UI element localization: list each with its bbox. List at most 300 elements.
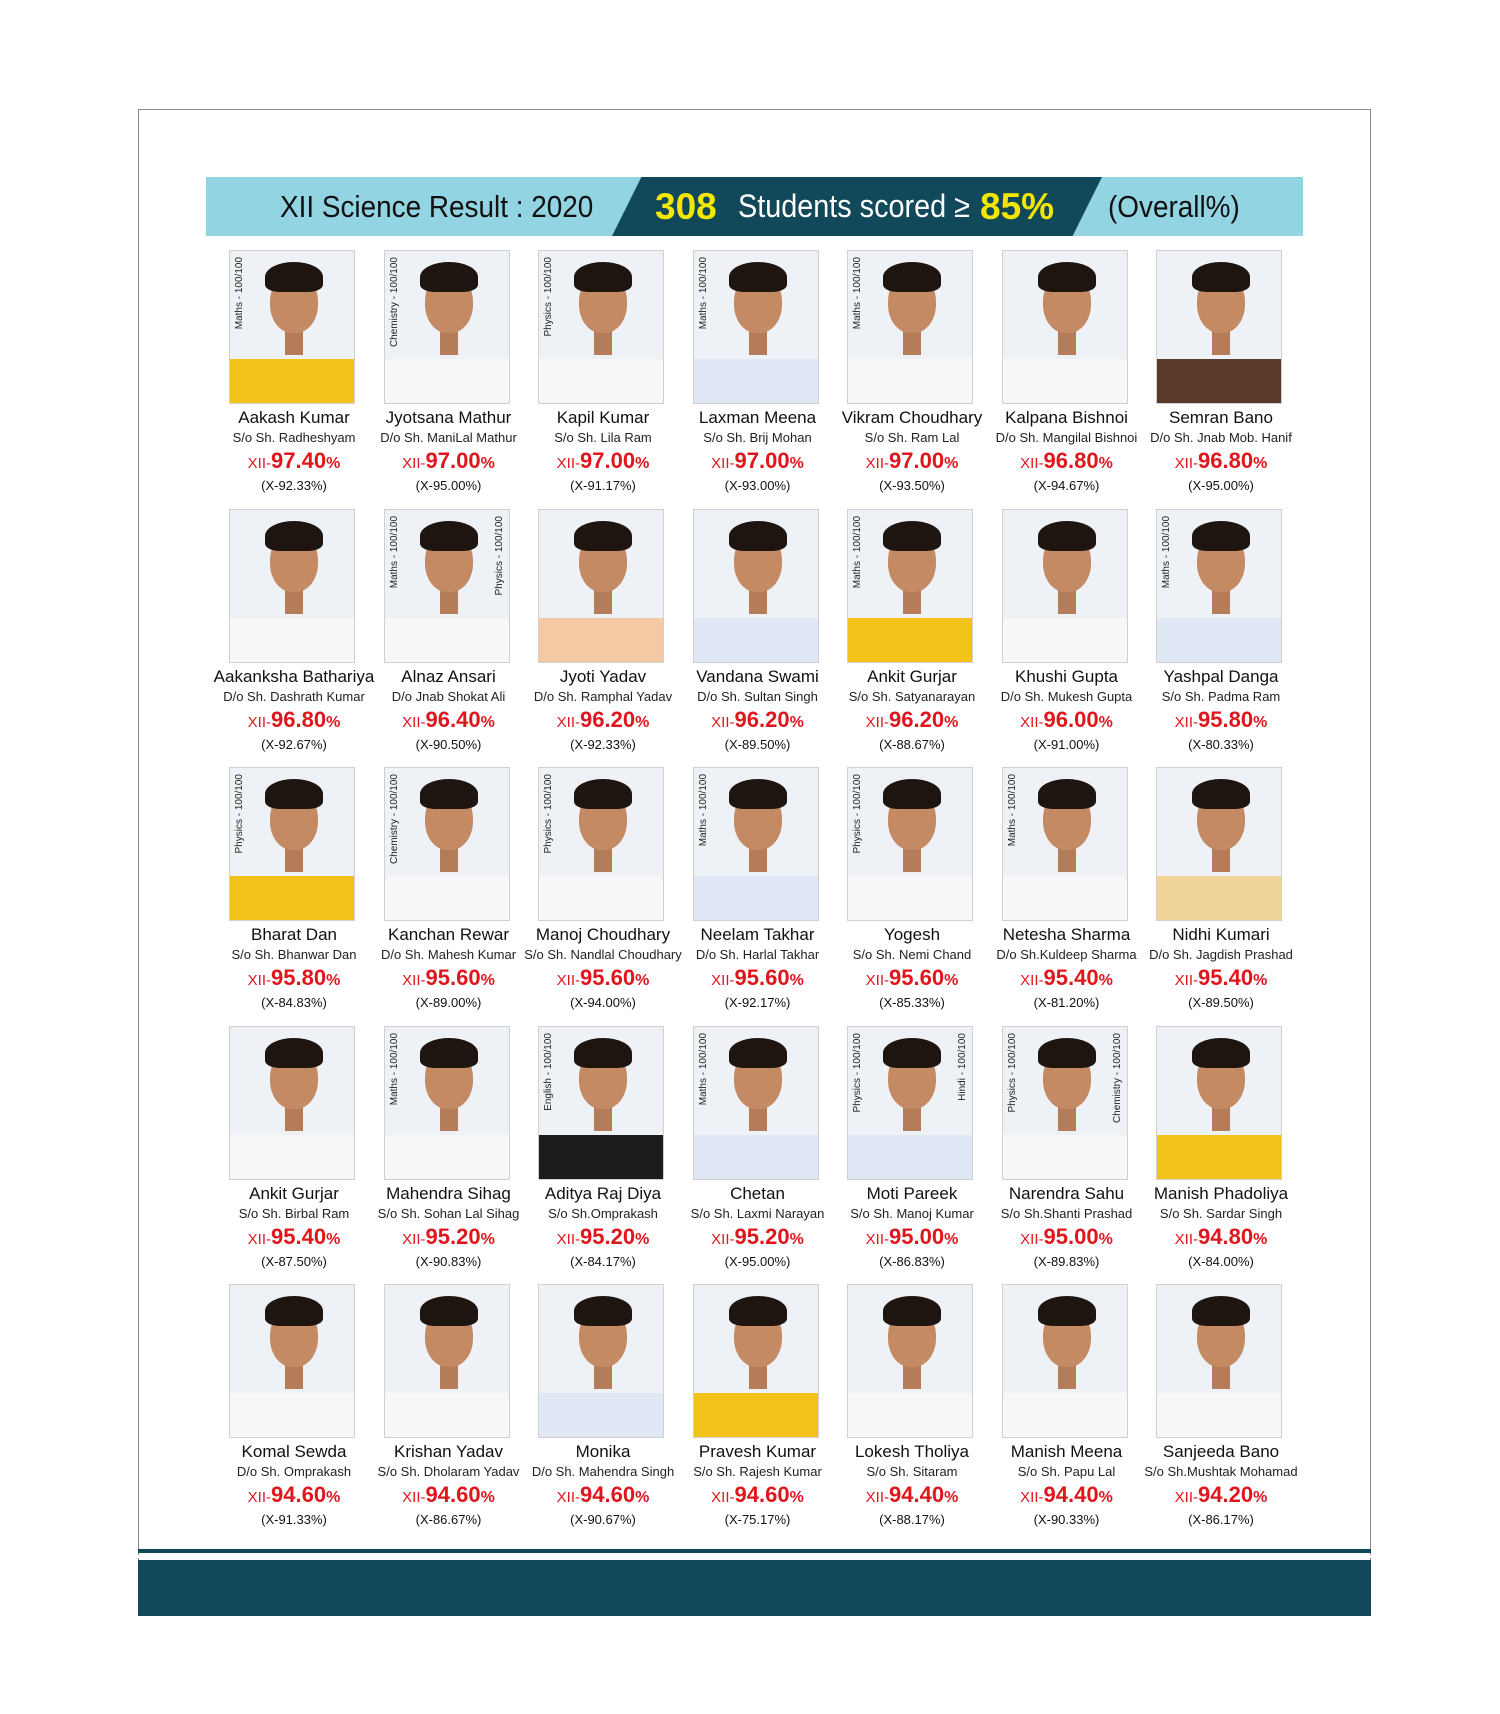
xii-label: XII- <box>556 972 581 989</box>
xii-label: XII- <box>1020 455 1044 472</box>
photo-shirt <box>539 1393 663 1437</box>
xii-label: XII- <box>1020 1230 1044 1248</box>
percent-sign: % <box>1098 1230 1113 1248</box>
student-name: Laxman Meena <box>698 408 817 427</box>
xii-percentage <box>978 448 1156 474</box>
student-card <box>978 250 1138 500</box>
parent-name: D/o Sh. Omprakash <box>236 1464 352 1479</box>
subject-score-label: Maths - 100/100 <box>697 1032 709 1105</box>
photo-hair <box>1192 262 1250 292</box>
x-percentage: (X-84.83%) <box>261 995 327 1010</box>
x-percentage: (X-95.00%) <box>415 478 482 493</box>
student-name: Manish Meena <box>1010 1442 1123 1461</box>
photo-hair <box>1192 521 1250 551</box>
xii-label: XII- <box>402 1230 426 1248</box>
percent-sign: % <box>1098 455 1113 472</box>
photo-hair <box>729 521 787 551</box>
student-name: Ankit Gurjar <box>249 1183 339 1203</box>
photo-shirt <box>848 359 972 403</box>
student-card <box>978 767 1137 1017</box>
photo-hair <box>420 1296 478 1326</box>
parent-name: S/o Sh. Ram Lal <box>864 430 960 445</box>
student-photo <box>1002 250 1128 404</box>
percent-sign: % <box>480 1230 495 1248</box>
xii-label: XII- <box>402 713 426 731</box>
parent-name: D/o Sh. Ramphal Yadav <box>533 688 673 704</box>
subject-score-label: Physics - 100/100 <box>1006 1032 1018 1112</box>
subject-score-label: Physics - 100/100 <box>852 1032 863 1112</box>
xii-value: 97.00 <box>734 448 790 473</box>
photo-hair <box>574 1038 632 1068</box>
parent-name: S/o Sh. Padma Ram <box>1161 688 1281 704</box>
percent-sign: % <box>944 1489 959 1506</box>
subject-score-label: Maths - 100/100 <box>852 515 863 588</box>
photo-shirt <box>848 618 972 662</box>
xii-percentage <box>823 1482 1001 1508</box>
parent-name: S/o Sh. Nandlal Choudhary <box>524 947 682 962</box>
student-name: Yashpal Danga <box>1163 666 1279 686</box>
parent-name: D/o Sh. Jagdish Prashad <box>1149 947 1293 962</box>
x-percentage: (X-88.17%) <box>879 1512 945 1527</box>
photo-hair <box>1038 779 1096 809</box>
x-percentage: (X-91.00%) <box>1033 736 1100 752</box>
photo-shirt <box>230 876 354 920</box>
xii-value: 94.60 <box>271 1482 327 1507</box>
xii-value: 96.80 <box>271 706 327 732</box>
photo-shirt <box>1003 1135 1127 1179</box>
parent-name: S/o Sh. Nemi Chand <box>852 947 972 962</box>
student-card <box>669 250 823 500</box>
student-card <box>669 509 823 759</box>
subject-score-label: Maths - 100/100 <box>234 257 245 330</box>
percent-sign: % <box>789 455 804 472</box>
photo-hair <box>729 1296 787 1326</box>
student-card <box>669 767 823 1017</box>
x-percentage: (X-89.50%) <box>724 736 791 752</box>
xii-label: XII- <box>556 1489 581 1506</box>
student-card <box>205 767 359 1017</box>
percent-sign: % <box>326 1489 341 1506</box>
x-percentage: (X-85.33%) <box>879 995 945 1010</box>
student-card <box>1132 1026 1289 1276</box>
student-card <box>514 509 673 759</box>
subject-score-label: Maths - 100/100 <box>697 774 709 847</box>
xii-value: 94.60 <box>734 1482 790 1507</box>
student-photo <box>693 767 819 921</box>
xii-label: XII- <box>1174 455 1199 472</box>
threshold-percent: 85% <box>980 186 1055 227</box>
photo-hair <box>574 1296 632 1326</box>
xii-label: XII- <box>247 972 272 989</box>
x-percentage: (X-93.00%) <box>724 478 791 493</box>
percent-sign: % <box>1253 455 1268 472</box>
xii-value: 97.40 <box>271 448 327 473</box>
student-photo <box>384 1284 510 1438</box>
xii-percentage <box>1132 965 1310 991</box>
xii-value: 97.00 <box>889 448 945 473</box>
xii-label: XII- <box>1174 713 1199 731</box>
photo-shirt <box>385 359 509 403</box>
student-photo <box>693 509 819 663</box>
student-photo <box>229 509 355 663</box>
xii-percentage <box>514 1482 692 1508</box>
student-card <box>360 509 514 759</box>
x-percentage: (X-95.00%) <box>724 1253 791 1269</box>
xii-percentage <box>1132 1482 1310 1508</box>
xii-value: 95.40 <box>1043 965 1099 990</box>
student-card <box>669 1026 823 1276</box>
student-card <box>823 1026 977 1276</box>
overall-note: (Overall%) <box>1108 189 1240 224</box>
xii-label: XII- <box>711 972 735 989</box>
photo-hair <box>420 262 478 292</box>
percent-sign: % <box>635 455 650 472</box>
xii-percentage <box>978 1482 1156 1508</box>
student-name: Nidhi Kumari <box>1172 925 1270 944</box>
xii-value: 94.80 <box>1198 1223 1254 1249</box>
subject-score-label: Maths - 100/100 <box>1006 774 1018 847</box>
photo-shirt <box>1157 1135 1281 1179</box>
student-name: Ankit Gurjar <box>867 666 957 686</box>
parent-name: D/o Sh. Dashrath Kumar <box>223 688 365 704</box>
photo-shirt <box>539 359 663 403</box>
parent-name: D/o Sh. Jnab Mob. Hanif <box>1150 430 1292 445</box>
xii-value: 95.60 <box>425 965 481 990</box>
percent-sign: % <box>326 1230 341 1248</box>
footer-gap <box>138 1555 1371 1558</box>
parent-name: D/o Jnab Shokat Ali <box>391 688 506 704</box>
photo-shirt <box>1157 1393 1281 1437</box>
student-photo <box>847 1284 973 1438</box>
photo-shirt <box>1157 876 1281 920</box>
photo-shirt <box>230 618 354 662</box>
percent-sign: % <box>1253 1489 1268 1506</box>
x-percentage: (X-89.00%) <box>415 995 482 1010</box>
xii-value: 95.20 <box>580 1223 636 1249</box>
subject-score-label: Physics - 100/100 <box>543 257 554 337</box>
parent-name: S/o Sh. Dholaram Yadav <box>377 1464 520 1479</box>
x-percentage: (X-86.67%) <box>415 1512 482 1527</box>
parent-name: S/o Sh.Shanti Prashad <box>1000 1205 1133 1221</box>
xii-percentage <box>514 448 692 474</box>
xii-percentage <box>205 707 383 733</box>
xii-value: 96.80 <box>1198 448 1254 473</box>
photo-shirt <box>848 1393 972 1437</box>
subject-score-label: Physics - 100/100 <box>852 774 863 854</box>
xii-value: 95.60 <box>580 965 636 990</box>
subject-score-label: Physics - 100/100 <box>234 774 245 854</box>
photo-shirt <box>848 876 972 920</box>
student-card <box>205 1026 359 1276</box>
student-name: Jyotsana Mathur <box>385 408 512 427</box>
xii-percentage <box>823 965 1001 991</box>
student-card <box>514 1026 668 1276</box>
xii-value: 95.40 <box>271 1223 327 1249</box>
xii-value: 95.80 <box>271 965 327 990</box>
x-percentage: (X-92.33%) <box>570 736 636 752</box>
student-photo <box>1002 1284 1128 1438</box>
percent-sign: % <box>944 455 959 472</box>
parent-name: S/o Sh. Satyanarayan <box>848 688 976 704</box>
photo-shirt <box>385 1135 509 1179</box>
x-percentage: (X-95.00%) <box>1188 478 1254 493</box>
subject-score-label: Maths - 100/100 <box>388 515 400 588</box>
xii-percentage <box>205 448 383 474</box>
xii-label: XII- <box>865 1230 890 1248</box>
subject-score-label: Physics - 100/100 <box>493 515 505 595</box>
x-percentage: (X-84.17%) <box>570 1253 636 1269</box>
parent-name: S/o Sh. Lila Ram <box>554 430 652 445</box>
photo-shirt <box>539 618 663 662</box>
banner-title: XII Science Result : 2020 <box>280 189 594 224</box>
xii-label: XII- <box>1020 713 1044 731</box>
xii-percentage <box>823 707 1001 733</box>
student-name: Aakash Kumar <box>238 408 350 427</box>
xii-label: XII- <box>1020 1489 1044 1506</box>
percent-sign: % <box>635 1489 650 1506</box>
xii-percentage <box>360 1224 538 1250</box>
student-name: Manish Phadoliya <box>1153 1183 1289 1203</box>
parent-name: S/o Sh. Brij Mohan <box>703 430 812 445</box>
x-percentage: (X-93.50%) <box>879 478 945 493</box>
subject-score-label: Maths - 100/100 <box>388 1032 400 1105</box>
percent-sign: % <box>944 1230 959 1248</box>
student-card <box>823 509 977 759</box>
photo-shirt <box>694 359 818 403</box>
student-photo <box>538 1284 664 1438</box>
x-percentage: (X-80.33%) <box>1188 736 1254 752</box>
x-percentage: (X-89.50%) <box>1188 995 1254 1010</box>
xii-percentage <box>360 448 538 474</box>
xii-value: 95.00 <box>889 1223 945 1249</box>
xii-percentage <box>205 1482 383 1508</box>
student-name: Vikram Choudhary <box>841 408 983 427</box>
photo-hair <box>1038 262 1096 292</box>
x-percentage: (X-90.33%) <box>1033 1512 1100 1527</box>
student-name: Khushi Gupta <box>1014 666 1118 686</box>
student-photo <box>384 1026 510 1180</box>
percent-sign: % <box>1253 713 1268 731</box>
student-name: Neelam Takhar <box>700 925 815 944</box>
student-photo <box>384 767 510 921</box>
photo-shirt <box>1003 1393 1127 1437</box>
parent-name: S/o Sh. Bhanwar Dan <box>231 947 357 962</box>
student-photo <box>1002 1026 1128 1180</box>
percent-sign: % <box>480 455 495 472</box>
parent-name: S/o Sh.Mushtak Mohamad <box>1144 1464 1298 1479</box>
xii-label: XII- <box>711 1230 735 1248</box>
photo-hair <box>265 1296 323 1326</box>
student-count: 308 <box>655 186 717 227</box>
x-percentage: (X-94.67%) <box>1033 478 1100 493</box>
xii-percentage <box>205 1224 383 1250</box>
student-photo <box>1002 767 1128 921</box>
student-card <box>978 1284 1132 1534</box>
photo-shirt <box>385 1393 509 1437</box>
photo-hair <box>883 779 941 809</box>
percent-sign: % <box>944 713 959 731</box>
student-name: Pravesh Kumar <box>698 1442 817 1461</box>
percent-sign: % <box>635 1230 650 1248</box>
xii-value: 96.40 <box>425 706 481 732</box>
student-photo <box>229 1026 355 1180</box>
student-photo <box>229 767 355 921</box>
xii-label: XII- <box>402 972 426 989</box>
parent-name: S/o Sh.Omprakash <box>548 1205 658 1221</box>
xii-value: 94.20 <box>1198 1482 1254 1507</box>
xii-value: 96.00 <box>1043 706 1099 732</box>
xii-value: 94.40 <box>889 1482 945 1507</box>
student-card <box>1132 509 1286 759</box>
photo-hair <box>883 1296 941 1326</box>
xii-percentage <box>669 448 847 474</box>
student-name: Sanjeeda Bano <box>1162 1442 1280 1461</box>
student-name: Manoj Choudhary <box>535 925 671 944</box>
xii-percentage <box>205 965 383 991</box>
student-card <box>360 767 517 1017</box>
xii-label: XII- <box>247 713 272 731</box>
student-name: Yogesh <box>883 925 941 944</box>
student-photo <box>693 1026 819 1180</box>
parent-name: D/o Sh. ManiLal Mathur <box>380 430 517 445</box>
percent-sign: % <box>480 1489 495 1506</box>
student-photo <box>693 250 819 404</box>
student-name: Chetan <box>730 1183 785 1203</box>
parent-name: D/o Sh. Mahesh Kumar <box>380 947 517 962</box>
x-percentage: (X-90.50%) <box>415 736 482 752</box>
xii-percentage <box>978 707 1156 733</box>
xii-label: XII- <box>711 713 735 731</box>
student-card <box>514 767 682 1017</box>
x-percentage: (X-90.83%) <box>415 1253 482 1269</box>
student-photo <box>847 509 973 663</box>
parent-name: D/o Sh. Sultan Singh <box>697 688 818 704</box>
footer-rule <box>138 1549 1371 1553</box>
xii-value: 95.60 <box>734 965 790 990</box>
photo-shirt <box>694 1393 818 1437</box>
xii-label: XII- <box>247 1230 272 1248</box>
student-name: Alnaz Ansari <box>401 666 496 686</box>
x-percentage: (X-92.17%) <box>724 995 791 1010</box>
photo-shirt <box>694 618 818 662</box>
percent-sign: % <box>635 972 650 989</box>
student-card <box>823 1284 977 1534</box>
photo-hair <box>574 262 632 292</box>
student-photo <box>384 250 510 404</box>
xii-label: XII- <box>865 713 890 731</box>
student-photo <box>693 1284 819 1438</box>
student-name: Komal Sewda <box>241 1442 347 1461</box>
student-card <box>978 509 1132 759</box>
photo-shirt <box>230 1393 354 1437</box>
student-photo <box>1002 509 1128 663</box>
photo-hair <box>1192 1296 1250 1326</box>
photo-shirt <box>539 876 663 920</box>
percent-sign: % <box>326 455 341 472</box>
xii-percentage <box>514 707 692 733</box>
xii-label: XII- <box>865 972 890 989</box>
x-percentage: (X-81.20%) <box>1033 995 1100 1010</box>
student-photo <box>1156 1026 1282 1180</box>
percent-sign: % <box>1098 1489 1113 1506</box>
percent-sign: % <box>480 713 495 731</box>
x-percentage: (X-92.33%) <box>261 478 327 493</box>
photo-shirt <box>1003 618 1127 662</box>
xii-percentage <box>514 1224 692 1250</box>
parent-name: D/o Sh. Harlal Takhar <box>695 947 820 962</box>
xii-label: XII- <box>1174 972 1199 989</box>
xii-value: 97.00 <box>580 448 636 473</box>
xii-value: 96.20 <box>734 706 790 732</box>
xii-value: 95.20 <box>734 1223 790 1249</box>
x-percentage: (X-89.83%) <box>1033 1253 1100 1269</box>
xii-value: 96.80 <box>1043 448 1099 473</box>
photo-hair <box>420 1038 478 1068</box>
student-photo <box>538 509 664 663</box>
student-card <box>1132 1284 1298 1534</box>
footer-band <box>138 1560 1371 1616</box>
x-percentage: (X-84.00%) <box>1188 1253 1254 1269</box>
student-name: Aditya Raj Diya <box>544 1183 662 1203</box>
student-name: Jyoti Yadav <box>559 666 647 686</box>
parent-name: D/o Sh. Mahendra Singh <box>531 1464 675 1479</box>
subject-score-label: English - 100/100 <box>543 1032 554 1111</box>
student-photo <box>384 509 510 663</box>
x-percentage: (X-87.50%) <box>261 1253 327 1269</box>
photo-hair <box>574 779 632 809</box>
student-name: Vandana Swami <box>696 666 819 686</box>
student-name: Bharat Dan <box>251 925 337 944</box>
student-card <box>1132 250 1292 500</box>
xii-percentage <box>360 707 538 733</box>
xii-value: 95.40 <box>1198 965 1254 990</box>
xii-percentage <box>669 1482 847 1508</box>
x-percentage: (X-90.67%) <box>570 1512 636 1527</box>
percent-sign: % <box>635 713 650 731</box>
xii-percentage <box>514 965 692 991</box>
subject-score-label: Maths - 100/100 <box>852 257 863 330</box>
student-photo <box>847 767 973 921</box>
xii-label: XII- <box>247 455 272 472</box>
percent-sign: % <box>789 1489 804 1506</box>
student-name: Narendra Sahu <box>1008 1183 1125 1203</box>
parent-name: D/o Sh.Kuldeep Sharma <box>996 947 1137 962</box>
xii-percentage <box>1132 448 1310 474</box>
student-card <box>514 250 668 500</box>
student-card <box>978 1026 1132 1276</box>
xii-value: 97.00 <box>425 448 481 473</box>
parent-name: S/o Sh. Papu Lal <box>1017 1464 1116 1479</box>
photo-hair <box>883 1038 941 1068</box>
xii-label: XII- <box>711 1489 735 1506</box>
percent-sign: % <box>789 972 804 989</box>
xii-value: 95.00 <box>1043 1223 1099 1249</box>
parent-name: S/o Sh. Laxmi Narayan <box>690 1205 825 1221</box>
subject-score-label: Maths - 100/100 <box>697 257 709 330</box>
photo-shirt <box>385 876 509 920</box>
student-card <box>205 250 359 500</box>
scored-text: Students scored ≥ <box>738 188 970 224</box>
percent-sign: % <box>1253 1230 1268 1248</box>
xii-label: XII- <box>402 455 426 472</box>
xii-value: 95.80 <box>1198 706 1254 732</box>
photo-shirt <box>848 1135 972 1179</box>
percent-sign: % <box>1098 972 1113 989</box>
photo-hair <box>1192 779 1250 809</box>
xii-value: 94.60 <box>425 1482 481 1507</box>
xii-percentage <box>360 1482 538 1508</box>
x-percentage: (X-86.83%) <box>879 1253 945 1269</box>
